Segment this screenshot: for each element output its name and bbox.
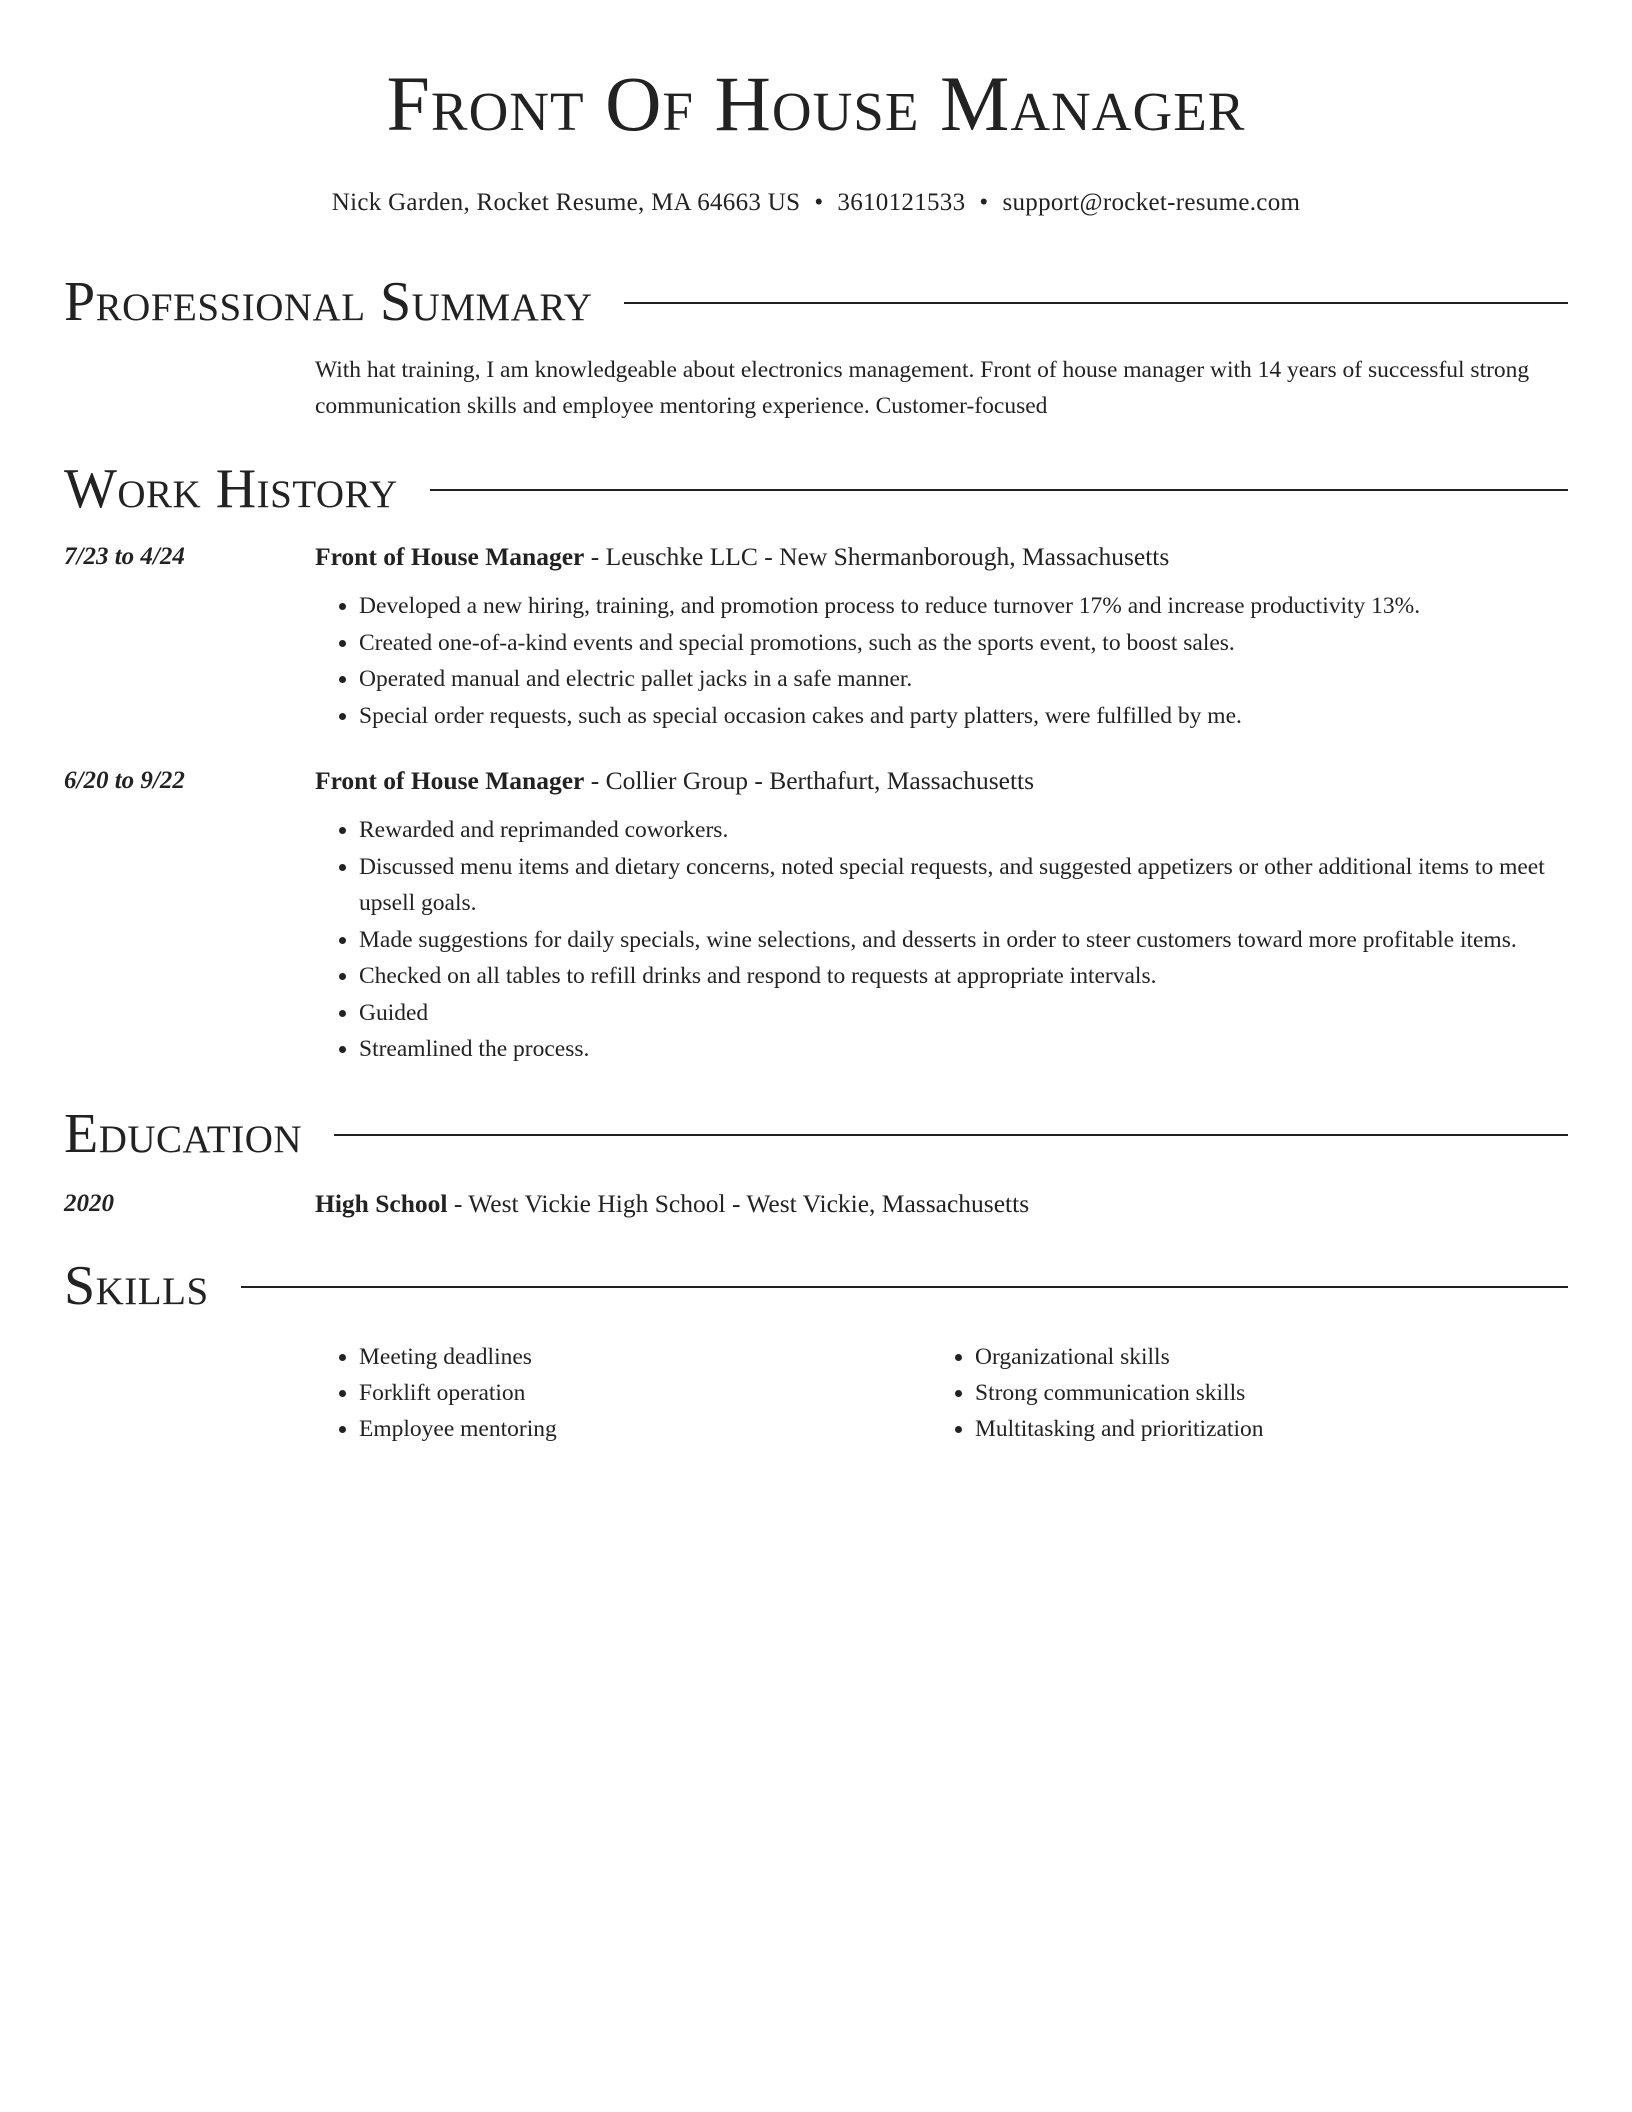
job-body [315, 540, 1568, 734]
section-title-education: Education [64, 1102, 303, 1165]
section-header-skills [64, 1251, 1568, 1321]
section-title-work-history: Work History [64, 458, 398, 520]
contact-address: Nick Garden, Rocket Resume, MA 64663 US [331, 189, 801, 216]
job-entry [64, 764, 1568, 1068]
resume-page [64, 0, 1568, 1447]
skills-list-right [931, 1339, 1263, 1447]
job-dates: 7/23 to 4/24 [64, 543, 185, 570]
section-header-work-history [64, 454, 1568, 524]
job-heading [315, 764, 1568, 798]
list-item: • Operated manual and electric pallet jacks in a safe manner. [359, 661, 1568, 698]
separator-dot: • [814, 189, 824, 216]
section-divider [241, 1286, 1568, 1288]
skill-item: • Forklift operation [359, 1375, 931, 1411]
job-entry [64, 540, 1568, 734]
job-bullets [315, 812, 1568, 1068]
job-role: Front of House Manager [315, 542, 585, 571]
education-year: 2020 [64, 1189, 114, 1217]
section-header-education [64, 1099, 1568, 1169]
list-item: • Special order requests, such as special occasion cakes and party platters, were fulfilled by me. [359, 698, 1568, 735]
education-entry [64, 1187, 1568, 1221]
skill-item: • Strong communication skills [975, 1375, 1263, 1411]
job-body [315, 764, 1568, 1068]
education-heading [315, 1187, 1029, 1221]
list-item: • Rewarded and reprimanded coworkers. [359, 812, 1568, 849]
job-dates: 6/20 to 9/22 [64, 767, 185, 794]
separator-dot: • [979, 189, 989, 216]
job-details: - Leuschke LLC - New Shermanborough, Massachusetts [584, 542, 1170, 571]
section-divider [334, 1134, 1568, 1136]
section-title-summary: Professional Summary [64, 271, 593, 333]
list-item: • Developed a new hiring, training, and promotion process to reduce turnover 17% and increase productivity 13%. [359, 588, 1568, 625]
list-item: • Created one-of-a-kind events and special promotions, such as the sports event, to boost sales. [359, 625, 1568, 662]
skill-item: • Employee mentoring [359, 1411, 931, 1447]
contact-email: support@rocket-resume.com [1002, 189, 1301, 216]
skills-grid [315, 1339, 1568, 1447]
skill-item: • Organizational skills [975, 1339, 1263, 1375]
list-item: • Checked on all tables to refill drinks and respond to requests at appropriate intervals. [359, 958, 1568, 995]
list-item: • Guided [359, 995, 1568, 1032]
section-divider [624, 302, 1568, 304]
skill-item: • Multitasking and prioritization [975, 1411, 1263, 1447]
education-degree: High School [315, 1188, 448, 1218]
list-item: • Made suggestions for daily specials, wine selections, and desserts in order to steer customers toward more profitable items. [359, 922, 1568, 959]
section-title-skills: Skills [64, 1254, 209, 1317]
job-heading [315, 540, 1568, 574]
list-item: • Discussed menu items and dietary concerns, noted special requests, and suggested appetizers or other additional items to meet upsell goals. [359, 849, 1568, 922]
contact-line [64, 186, 1568, 220]
job-role: Front of House Manager [315, 766, 585, 795]
education-details: - West Vickie High School - West Vickie, Massachusetts [447, 1188, 1030, 1218]
summary-text: With hat training, I am knowledgeable about electronics management. Front of house manager with 14 years of successful strong communication skills and employee mentoring experience. Customer-focused [315, 357, 1530, 419]
skill-item: • Meeting deadlines [359, 1339, 931, 1375]
job-bullets [315, 588, 1568, 734]
list-item: • Streamlined the process. [359, 1031, 1568, 1068]
contact-phone: 3610121533 [837, 189, 966, 216]
skills-list-left [315, 1339, 931, 1447]
section-header-summary [64, 267, 1568, 337]
page-title: Front Of House Manager [386, 60, 1246, 147]
section-divider [430, 489, 1568, 491]
job-details: - Collier Group - Berthafurt, Massachusetts [584, 766, 1035, 795]
